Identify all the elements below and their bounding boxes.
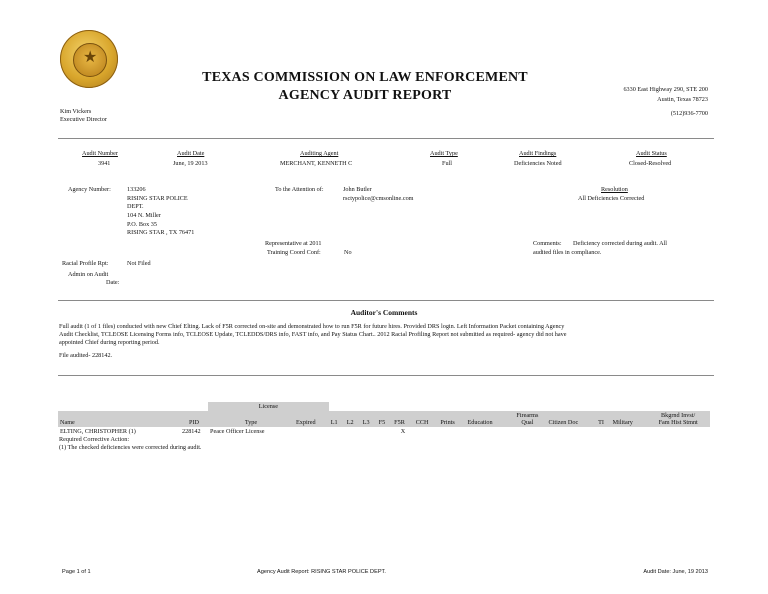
auditors-comments-heading: Auditor's Comments xyxy=(350,308,418,317)
agency-po-box: P.O. Box 35 xyxy=(127,221,157,228)
agency-street: 104 N. Miller xyxy=(127,212,161,219)
report-title-line2: AGENCY AUDIT REPORT xyxy=(278,88,452,103)
agency-city: RISING STAR , TX 76471 xyxy=(127,229,195,236)
col-cch: CCH xyxy=(414,411,439,427)
col-name: Name xyxy=(58,411,180,427)
training-coord-value: No xyxy=(344,249,352,256)
row-bkgnd xyxy=(646,427,710,436)
col-citizen-doc: Citizen Doc xyxy=(547,411,597,427)
comments-line2: audited files in compliance. xyxy=(533,249,602,256)
comments-line1: Deficiency corrected during audit. All xyxy=(573,240,667,247)
table-group-header-row xyxy=(58,402,710,411)
footer-report-name: Agency Audit Report: RISING STAR POLICE DEPT. xyxy=(257,569,386,575)
footer-page-number: Page 1 of 1 xyxy=(62,569,91,575)
col-expired: Expired xyxy=(294,411,329,427)
col-pid: PID xyxy=(180,411,208,427)
representative-label: Representative at 2011 xyxy=(265,240,322,247)
row-f5r-check: X xyxy=(400,428,406,435)
col-prints: Prints xyxy=(438,411,465,427)
table-row xyxy=(58,427,710,436)
row-military xyxy=(611,427,647,436)
corrective-action-text: (1) The checked deficiencies were corrected during audit. xyxy=(59,444,202,451)
col-firearms-line1: Firearms xyxy=(516,412,539,419)
col-bkgnd xyxy=(646,411,710,427)
col-l3: L3 xyxy=(361,411,377,427)
col-type: Type xyxy=(208,411,294,427)
row-prints xyxy=(438,427,465,436)
admin-on-audit-date-label: Date: xyxy=(106,279,120,286)
address-line1: 6330 East Highway 290, STE 200 xyxy=(623,86,708,93)
comments-label: Comments: xyxy=(533,240,562,247)
attention-name: John Butler xyxy=(343,186,372,193)
col-ti: TI xyxy=(596,411,610,427)
footer-audit-date: Audit Date: June, 19 2013 xyxy=(643,569,708,575)
row-type: Peace Officer License xyxy=(210,428,265,435)
audit-date-value: June, 19 2013 xyxy=(173,160,208,167)
row-ti xyxy=(596,427,610,436)
audit-status-label: Audit Status xyxy=(636,150,667,157)
audit-number-label: Audit Number xyxy=(82,150,118,157)
col-military: Military xyxy=(611,411,647,427)
files-audited: File audited- 228142. xyxy=(59,352,113,359)
row-citizen-doc xyxy=(547,427,597,436)
row-name: ELTING, CHRISTOPHER (1) xyxy=(60,428,136,435)
divider xyxy=(58,375,714,376)
director-title: Executive Director xyxy=(60,116,107,123)
attention-label: To the Attention of: xyxy=(275,186,324,193)
col-bkgnd-line2: Fam Hist Stmnt xyxy=(658,419,698,426)
divider xyxy=(58,300,714,301)
row-l1 xyxy=(329,427,345,436)
audit-type-value: Full xyxy=(442,160,452,167)
address-line2: Austin, Texas 78723 xyxy=(657,96,708,103)
col-firearms xyxy=(508,411,546,427)
audit-date-label: Audit Date xyxy=(177,150,205,157)
col-l2: L2 xyxy=(345,411,361,427)
seal-star-icon: ★ xyxy=(73,43,107,77)
comments-text-line1: Full audit (1 of 1 files) conducted with new Chief Elting. Lack of F5R corrected on-site and demonstrated how to run F5R for future hires. Provided DRS login. Left Information Packet containing Agency xyxy=(59,323,565,330)
training-coord-label: Training Coord Conf: xyxy=(267,249,321,256)
resolution-value: All Deficiencies Corrected xyxy=(578,195,645,202)
comments-text-line2: Audit Checklist, TCLEOSE Licensing Forms info, TCLEOSE Update, TCLEDDS/DRS info, FAST info, and Pay Status Chart.. 2012 Racial Profiling Report not submitted as required- agency did not have xyxy=(59,331,567,338)
col-f5: F5 xyxy=(377,411,393,427)
auditing-agent-label: Auditing Agent xyxy=(300,150,339,157)
comments-text-line3: appointed Chief during reporting period. xyxy=(59,339,160,346)
col-l1: L1 xyxy=(329,411,345,427)
report-title-line1: TEXAS COMMISSION ON LAW ENFORCEMENT xyxy=(202,70,528,85)
agency-number: 133206 xyxy=(127,186,146,193)
auditing-agent-value: MERCHANT, KENNETH C xyxy=(280,160,353,167)
phone: (512)936-7700 xyxy=(670,110,708,117)
col-education: Education xyxy=(465,411,508,427)
audit-type-label: Audit Type xyxy=(430,150,458,157)
license-group-header: License xyxy=(208,402,329,411)
officer-deficiency-table xyxy=(58,402,710,436)
row-pid: 228142 xyxy=(182,428,201,435)
audit-findings-label: Audit Findings xyxy=(519,150,557,157)
col-f5r: F5R xyxy=(392,411,414,427)
director-name: Kim Vickers xyxy=(60,108,92,115)
corrective-action-label: Required Corrective Action: xyxy=(59,436,130,443)
admin-on-audit-label: Admin on Audit xyxy=(68,271,109,278)
table-header-row xyxy=(58,411,710,427)
col-bkgnd-line1: Bkgrnd Invst/ xyxy=(661,412,696,419)
row-expired xyxy=(294,427,329,436)
col-firearms-line2: Qual xyxy=(521,419,534,426)
commission-seal-logo xyxy=(60,30,118,88)
row-l2 xyxy=(345,427,361,436)
row-l3 xyxy=(361,427,377,436)
audit-findings-value: Deficiencies Noted xyxy=(514,160,562,167)
divider xyxy=(58,138,714,139)
agency-name-line1: RISING STAR POLICE xyxy=(127,195,188,202)
row-cch xyxy=(414,427,439,436)
agency-name-line2: DEPT. xyxy=(127,203,144,210)
row-firearms xyxy=(508,427,546,436)
audit-status-value: Closed-Resolved xyxy=(629,160,672,167)
resolution-label: Resolution xyxy=(601,186,628,193)
racial-profile-label: Racial Profile Rpt: xyxy=(62,260,109,267)
racial-profile-value: Not Filed xyxy=(127,260,151,267)
row-education xyxy=(465,427,508,436)
row-f5 xyxy=(377,427,393,436)
audit-number-value: 3941 xyxy=(98,160,111,167)
attention-email: rsctypolice@cmsonline.com xyxy=(343,195,414,202)
agency-number-label: Agency Number: xyxy=(68,186,111,193)
